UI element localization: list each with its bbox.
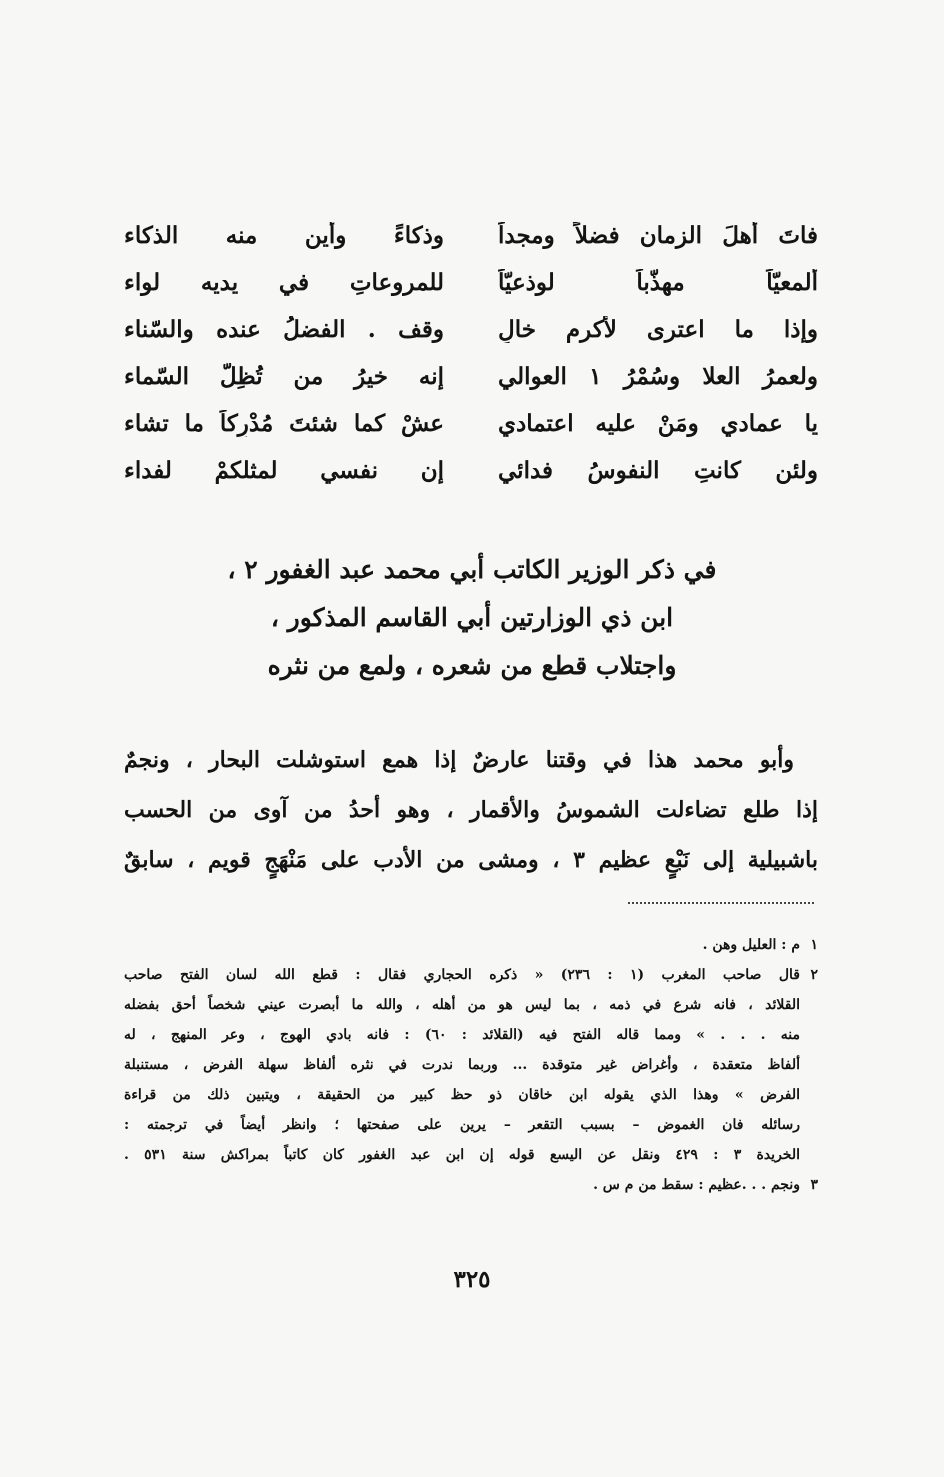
footnote-text: قال صاحب المغرب (١ : ٢٣٦) « ذكره الحجاري فقال : قطع الله لسان الفتح صاحب bbox=[124, 967, 800, 983]
prose-line-1: وأبو محمد هذا في وقتنا عارضٌ إذا همع استوشلت البحار ، ونجمٌ bbox=[124, 747, 794, 773]
prose-line-3: باشبيلية إلى نَبْعٍ عظيم ٣ ، ومشى من الأدب على مَنْهَجٍ قويم ، سابقٌ bbox=[124, 847, 818, 873]
footnote-3 bbox=[124, 1170, 818, 1200]
footnote-separator bbox=[628, 902, 814, 904]
verse bbox=[124, 447, 818, 494]
heading-line-2: ابن ذي الوزارتين أبي القاسم المذكور ، bbox=[270, 603, 674, 632]
footnote-1 bbox=[124, 930, 818, 960]
verse-first-hemistich: يا عمادي ومَنْ عليه اعتمادي bbox=[498, 410, 818, 437]
verse bbox=[124, 306, 818, 353]
footnote-2-line-7: الخريدة ٣ : ٤٢٩ ونقل عن اليسع قوله إن ابن عبد الغفور كان كاتباً بمراكش سنة ٥٣١ . bbox=[124, 1147, 800, 1163]
footnote-number: ١ bbox=[810, 937, 818, 953]
prose-paragraph bbox=[124, 735, 818, 885]
prose-line-2: إذا طلع تضاءلت الشموسُ والأقمار ، وهو أحدُ من آوى من الحسب bbox=[124, 797, 818, 823]
footnote-2-line-5: الفرض » وهذا الذي يقوله ابن خاقان ذو حظ كبير من الحقيقة ، ويتبين ذلك من قراءة bbox=[124, 1087, 800, 1103]
verse bbox=[124, 259, 818, 306]
footnotes bbox=[124, 930, 818, 1200]
heading-line-1: في ذكر الوزير الكاتب أبي محمد عبد الغفور ٢ ، bbox=[227, 555, 717, 584]
verse-second-hemistich: إنه خيرُ من تُظِلّ السّماء bbox=[124, 363, 444, 390]
section-heading bbox=[140, 546, 804, 690]
footnote-2-line-6: رسائله فان الغموض – بسبب التقعر – يرين على صفحتها ؛ وانظر أيضاً في ترجمته : bbox=[124, 1117, 800, 1133]
footnote-text: م : العليل وهن . bbox=[702, 937, 800, 953]
footnote-number: ٢ bbox=[810, 967, 818, 983]
verse-first-hemistich: ولئن كانتِ النفوسُ فدائي bbox=[498, 457, 818, 484]
verse-second-hemistich: وذكاءً وأين منه الذكاء bbox=[124, 222, 444, 249]
poem bbox=[124, 212, 818, 494]
footnote-2-line-3: منه . . . » ومما قاله الفتح فيه (القلائد : ٦٠) : فانه بادي الهوج ، وعر المنهج ، له bbox=[124, 1027, 800, 1043]
footnote-2-line-2: القلائد ، فانه شرع في ذمه ، بما ليس هو من أهله ، والله ما أبصرت عيني شخصاً أحق بفضله bbox=[124, 997, 800, 1013]
verse bbox=[124, 400, 818, 447]
verse-first-hemistich: وإذا ما اعترى لأكرمِ خالٍ bbox=[498, 316, 818, 343]
footnote-2 bbox=[124, 960, 818, 990]
verse bbox=[124, 353, 818, 400]
verse bbox=[124, 212, 818, 259]
footnote-2-line-4: ألفاظ متعقدة ، وأغراض غير متوقدة ... وربما ندرت في نثره ألفاظ سهلة الفرض ، مستنبلة bbox=[124, 1057, 800, 1073]
footnote-number: ٣ bbox=[810, 1177, 818, 1193]
verse-second-hemistich: للمروعاتِ في يديه لواء bbox=[124, 269, 444, 296]
verse-second-hemistich: عشْ كما شئتَ مُدْرِكاً ما تشاء bbox=[124, 410, 444, 437]
verse-first-hemistich: ألمعيّاً مهذّباً لوذعيّاً bbox=[498, 269, 818, 296]
page-number: ٣٢٥ bbox=[453, 1266, 491, 1293]
verse-second-hemistich: إن نفسي لمثلكمْ لفداء bbox=[124, 457, 444, 484]
heading-line-3: واجتلاب قطع من شعره ، ولمع من نثره bbox=[267, 651, 677, 680]
verse-second-hemistich: وقف . الفضلُ عنده والسّناء bbox=[124, 316, 444, 343]
verse-first-hemistich: ولعمرُ العلا وسُمْرُ ١ العوالي bbox=[498, 363, 818, 390]
verse-first-hemistich: فاتَ أهلَ الزمان فضلاً ومجداً bbox=[498, 222, 818, 249]
footnote-text: ونجم . . .عظيم : سقط من م س . bbox=[593, 1177, 800, 1193]
